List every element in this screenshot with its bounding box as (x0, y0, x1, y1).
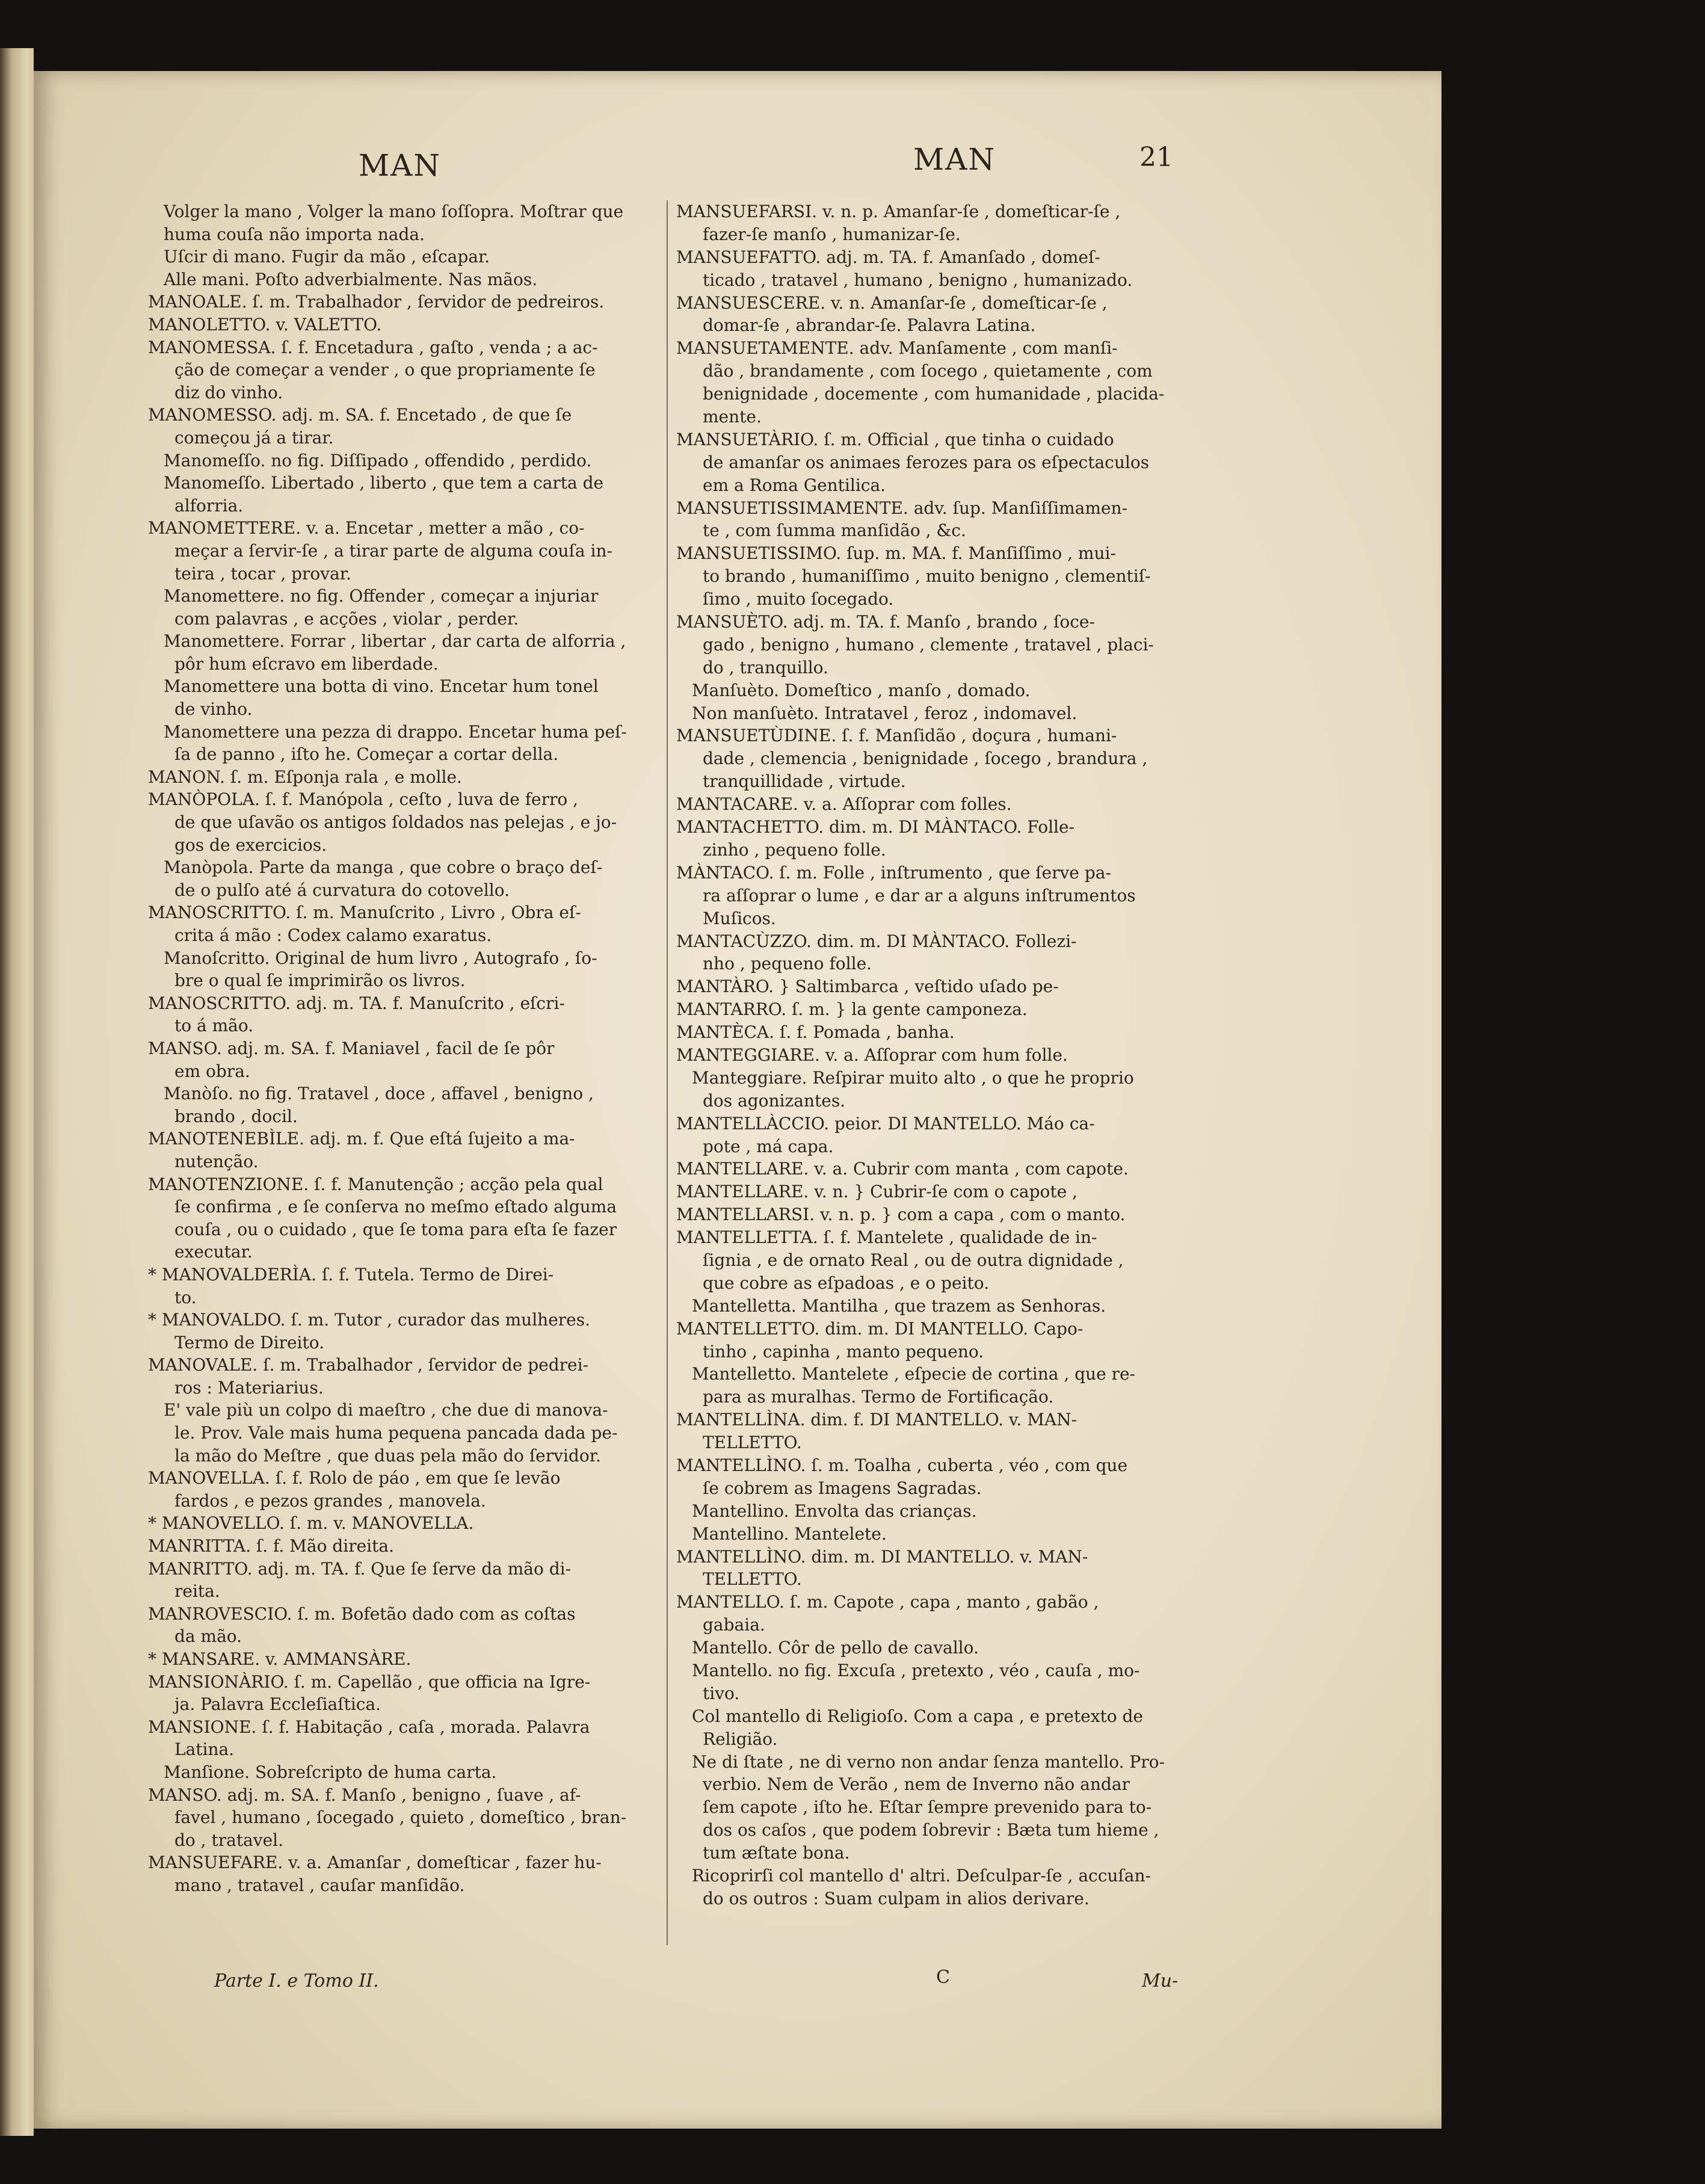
entry-line: do os outros : Suam culpam in alios derivare. (703, 1888, 1090, 1908)
entry-line: ra aſſoprar o lume , e dar ar a alguns inſtrumentos (703, 885, 1136, 905)
running-header (34, 142, 1441, 202)
entry-line: Manoſcritto. Original de hum livro , Autografo , ſo- (164, 948, 597, 968)
entry-line: MANSUEFARE. v. a. Amanſar , domeſticar , fazer hu- (148, 1852, 602, 1873)
entry-line: MANTACHETTO. dim. m. DI MÀNTACO. Folle- (676, 817, 1075, 838)
entry-line: Manomeſſo. Libertado , liberto , que tem a carta de (164, 473, 604, 493)
entry-line: dão , brandamente , com ſocego , quietamente , com (703, 361, 1153, 381)
entry-line: MANTEGGIARE. v. a. Aſſoprar com hum folle. (676, 1044, 1068, 1065)
entry-line: crita á mão : Codex calamo exaratus. (174, 925, 492, 945)
entry-line: MANRITTO. adj. m. TA. f. Que ſe ſerve da mão di- (148, 1558, 572, 1579)
entry-line: * MANOVALDO. ſ. m. Tutor , curador das mulheres. (148, 1310, 590, 1330)
entry-line: verbio. Nem de Verão , nem de Inverno não andar (703, 1774, 1130, 1795)
entry-line: Non manſuèto. Intratavel , feroz , indomavel. (692, 703, 1078, 723)
entry-line: zinho , pequeno folle. (703, 839, 886, 860)
entry-line: MANTELLETTA. ſ. f. Mantelete , qualidade de in- (676, 1227, 1097, 1248)
entry-line: to. (174, 1287, 197, 1307)
entry-line: tinho , capinha , manto pequeno. (703, 1341, 984, 1362)
entry-line: tum æſtate bona. (703, 1843, 850, 1863)
entry-line: le. Prov. Vale mais huma pequena pancada dada pe- (174, 1423, 618, 1443)
entry-line: MANSO. adj. m. SA. f. Manſo , benigno , ſuave , af- (148, 1785, 581, 1805)
entry-line: MANROVESCIO. ſ. m. Bofetão dado com as coſtas (148, 1603, 576, 1624)
entry-line: fardos , e pezos grandes , manovela. (174, 1490, 486, 1511)
entry-line: de vinho. (174, 699, 253, 720)
entry-line: de que uſavão os antigos ſoldados nas pelejas , e jo- (174, 812, 617, 833)
entry-line: Manomettere. Forrar , libertar , dar carta de alforria , (164, 631, 626, 652)
entry-line: dade , clemencia , benignidade , ſocego , brandura , (703, 748, 1148, 769)
entry-line: ção de começar a vender , o que propriamente ſe (174, 360, 596, 380)
entry-line: favel , humano , ſocegado , quieto , domeſtico , bran- (174, 1807, 627, 1828)
entry-line: MANRITTA. ſ. f. Mão direita. (148, 1536, 394, 1556)
entry-line: pote , má capa. (703, 1136, 834, 1156)
entry-line: MANOVALE. ſ. m. Trabalhador , ſervidor de pedrei- (148, 1355, 589, 1375)
previous-page-edge (0, 48, 34, 2136)
entry-line: TELLETTO. (703, 1433, 802, 1453)
entry-line: Manòſo. no fig. Tratavel , doce , affavel , benigno , (164, 1084, 594, 1104)
entry-line: MANSUÈTO. adj. m. TA. f. Manſo , brando , ſoce- (676, 612, 1095, 632)
entry-line: MANÒPOLA. ſ. f. Manópola , ceſto , luva de ferro , (148, 789, 579, 810)
entry-line: diz do vinho. (174, 382, 283, 403)
entry-line: MANOSCRITTO. adj. m. TA. f. Manuſcrito , eſcri- (148, 993, 565, 1013)
entry-line: MANTELLARE. v. n. } Cubrir-ſe com o capote , (676, 1182, 1078, 1202)
entry-line: da mão. (174, 1626, 242, 1647)
entry-line: ja. Palavra Eccleſiaſtica. (174, 1694, 381, 1715)
entry-line: MANTELLARE. v. a. Cubrir com manta , com capote. (676, 1159, 1129, 1179)
entry-line: Alle mani. Poſto adverbialmente. Nas mãos. (164, 269, 538, 289)
entry-line: MANSIONE. ſ. f. Habitação , caſa , morada. Palavra (148, 1717, 590, 1737)
entry-line: Ricoprirſi col mantello d' altri. Deſculpar-ſe , accuſan- (692, 1866, 1151, 1886)
entry-line: dos agonizantes. (703, 1090, 846, 1111)
entry-line: Latina. (174, 1739, 235, 1760)
entry-line: Termo de Direito. (174, 1332, 324, 1353)
entry-line: Religião. (703, 1729, 778, 1749)
column-rule (667, 200, 668, 1945)
signature-mark: C (936, 1967, 950, 1988)
entry-line: Manomettere. no fig. Offender , começar a injuriar (164, 586, 599, 606)
entry-line: TELLETTO. (703, 1569, 802, 1590)
entry-line: MANOMESSA. ſ. f. Encetadura , gaſto , venda ; a ac- (148, 337, 598, 357)
entry-line: MANTACÙZZO. dim. m. DI MÀNTACO. Follezi- (676, 931, 1077, 951)
entry-line: para as muralhas. Termo de Fortificação. (703, 1387, 1054, 1407)
entry-line: MANTELLÌNO. dim. m. DI MANTELLO. v. MAN- (676, 1546, 1088, 1567)
entry-line: * MANSARE. v. AMMANSÀRE. (148, 1649, 412, 1669)
entry-line: ros : Materiarius. (174, 1377, 324, 1398)
entry-line: MANOLETTO. v. VALETTO. (148, 314, 382, 335)
entry-line: do , tranquillo. (703, 657, 828, 677)
entry-line: com palavras , e acções , violar , perder. (174, 608, 519, 629)
entry-line: Manteggiare. Reſpirar muito alto , o que he proprio (692, 1067, 1134, 1088)
entry-line: MANOTENEBÌLE. adj. m. f. Que eſtá ſujeito a ma- (148, 1129, 575, 1149)
entry-line: MANTÀRO. } Saltimbarca , veſtido uſado pe- (676, 976, 1059, 997)
entry-line: MANTELLÌNO. ſ. m. Toalha , cuberta , véo , com que (676, 1455, 1128, 1475)
entry-line: do , tratavel. (174, 1830, 284, 1850)
entry-line: E' vale più un colpo di maeſtro , che due di manova- (164, 1400, 608, 1421)
entry-line: Mantelletta. Mantilha , que trazem as Senhoras. (692, 1295, 1106, 1316)
entry-line: Mantello. no fig. Excuſa , pretexto , véo , cauſa , mo- (692, 1661, 1140, 1680)
entry-line: Volger la mano , Volger la mano ſoſſopra. Moſtrar que (164, 202, 624, 221)
entry-line: reita. (174, 1581, 220, 1602)
entry-line: Uſcir di mano. Fugir da mão , eſcapar. (164, 247, 490, 267)
entry-line: ſem capote , iſto he. Eſtar ſempre prevenido para to- (703, 1797, 1152, 1818)
header-right-guide-word: MAN (913, 142, 996, 177)
catchword: Mu- (1142, 1970, 1179, 1991)
page-number: 21 (1139, 142, 1173, 173)
entry-line: nutenção. (174, 1151, 259, 1171)
entry-line: gabaia. (703, 1615, 765, 1635)
entry-line: fazer-ſe manſo , humanizar-ſe. (703, 224, 961, 244)
volume-note: Parte I. e Tomo II. (214, 1970, 379, 1991)
entry-line: MANTÈCA. ſ. f. Pomada , banha. (676, 1022, 955, 1043)
entry-line: MANSUETISSIMO. ſup. m. MA. f. Manſiſſimo , mui- (676, 543, 1116, 564)
entry-line: couſa , ou o cuidado , que ſe toma para eſta ſe fazer (174, 1219, 617, 1239)
entry-line: de amanſar os animaes ferozes para os eſpectaculos (703, 452, 1150, 472)
header-left-guide-word: MAN (359, 148, 442, 183)
entry-line: MANTELLO. ſ. m. Capote , capa , manto , gabão , (676, 1592, 1099, 1612)
entry-line: te , com ſumma manſidão , &c. (703, 520, 966, 541)
entry-line: bre o qual ſe imprimirão os livros. (174, 970, 466, 991)
entry-line: MANSUETISSIMAMENTE. adv. ſup. Manſiſſimamen- (676, 498, 1127, 518)
entry-line: * MANOVALDERÌA. ſ. f. Tutela. Termo de Direi- (148, 1264, 554, 1285)
entry-line: to á mão. (174, 1016, 254, 1036)
entry-line: MANSUETÀRIO. ſ. m. Official , que tinha o cuidado (676, 429, 1114, 449)
entry-line: MANTELLARSI. v. n. p. } com a capa , com o manto. (676, 1205, 1126, 1225)
entry-line: MANSUETÙDINE. ſ. f. Manſidão , doçura , humani- (676, 726, 1117, 746)
entry-line: nho , pequeno folle. (703, 954, 872, 974)
dictionary-page (34, 71, 1441, 2129)
entry-line: MANSUESCERE. v. n. Amanſar-ſe , domeſticar-ſe , (676, 292, 1108, 313)
entry-line: ſe cobrem as Imagens Sagradas. (703, 1478, 982, 1498)
entry-line: mente. (703, 407, 762, 427)
entry-line: MANSIONÀRIO. ſ. m. Capellão , que officia na Igre- (148, 1671, 591, 1692)
entry-line: ſimo , muito ſocegado. (703, 589, 894, 609)
entry-line: Manſione. Sobreſcripto de huma carta. (164, 1762, 497, 1782)
entry-line: Manomettere una pezza di drappo. Encetar huma peſ- (164, 721, 627, 742)
entry-line: * MANOVELLO. ſ. m. v. MANOVELLA. (148, 1513, 474, 1534)
entry-line: benignidade , docemente , com humanidade , placida- (703, 384, 1165, 404)
entry-line: MANTELLETTO. dim. m. DI MANTELLO. Capo- (676, 1318, 1084, 1339)
entry-line: MANTELLÌNA. dim. f. DI MANTELLO. v. MAN- (676, 1410, 1078, 1430)
entry-line: Manomettere una botta di vino. Encetar hum tonel (164, 676, 599, 697)
entry-line: Manòpola. Parte da manga , que cobre o braço deſ- (164, 857, 603, 878)
entry-line: Mantellino. Mantelete. (692, 1523, 887, 1544)
entry-line: MANSUEFATTO. adj. m. TA. f. Amanſado , domeſ- (676, 247, 1100, 267)
entry-line: Mantelletto. Mantelete , eſpecie de cortina , que re- (692, 1364, 1135, 1384)
entry-line: MANOMESSO. adj. m. SA. f. Encetado , de que ſe (148, 405, 572, 425)
entry-line: MANON. ſ. m. Eſponja rala , e molle. (148, 767, 462, 787)
entry-line: MANOMETTERE. v. a. Encetar , metter a mão , co- (148, 518, 585, 538)
entry-line: ſe confirma , e ſe conſerva no meſmo eſtado alguma (174, 1197, 617, 1217)
entry-line: Manomeſſo. no fig. Diſſipado , offendido , perdido. (164, 450, 592, 470)
entry-line: meçar a ſervir-ſe , a tirar parte de alguma couſa in- (174, 540, 612, 561)
entry-line: brando , docil. (174, 1106, 298, 1126)
entry-line: executar. (174, 1242, 253, 1262)
entry-line: ſa de panno , iſto he. Começar a cortar della. (174, 744, 559, 765)
entry-line: tivo. (703, 1683, 740, 1703)
entry-line: Manſuèto. Domeſtico , manſo , domado. (692, 680, 1031, 700)
entry-line: em a Roma Gentilica. (703, 475, 886, 495)
entry-line: tranquillidade , virtude. (703, 771, 906, 792)
entry-line: MANTACARE. v. a. Aſſoprar com folles. (676, 794, 1012, 815)
entry-line: MANOSCRITTO. ſ. m. Manuſcrito , Livro , Obra eſ- (148, 902, 581, 923)
entry-line: que cobre as eſpadoas , e o peito. (703, 1272, 989, 1293)
entry-line: gado , benigno , humano , clemente , tratavel , placi- (703, 634, 1154, 655)
entry-line: ticado , tratavel , humano , benigno , humanizado. (703, 270, 1133, 290)
entry-line: de o pulſo até á curvatura do cotovello. (174, 880, 510, 900)
left-column (148, 200, 659, 1897)
entry-line: huma couſa não importa nada. (164, 224, 425, 244)
entry-line: teira , tocar , provar. (174, 563, 352, 584)
entry-line: MANOTENZIONE. ſ. f. Manutenção ; acção pela qual (148, 1174, 603, 1194)
entry-line: começou já a tirar. (174, 427, 334, 448)
entry-line: Ne di ſtate , ne di verno non andar ſenza mantello. Pro- (692, 1751, 1165, 1772)
entry-line: la mão do Meſtre , que duas pela mão do ſervidor. (174, 1445, 601, 1466)
entry-line: gos de exercicios. (174, 834, 327, 855)
entry-line: Col mantello di Religioſo. Com a capa , e pretexto de (692, 1706, 1143, 1726)
right-column (676, 200, 1188, 1910)
entry-line: pôr hum eſcravo em liberdade. (174, 653, 439, 674)
entry-line: to brando , humaniſſimo , muito benigno , clementiſ- (703, 566, 1151, 587)
entry-line: alforria. (174, 495, 244, 516)
entry-line: dos os caſos , que podem ſobrevir : Bæta tum hieme , (703, 1820, 1159, 1840)
entry-line: mano , tratavel , cauſar manſidão. (174, 1875, 465, 1895)
entry-line: Mantello. Côr de pello de cavallo. (692, 1638, 979, 1658)
entry-line: MANTELLÀCCIO. peior. DI MANTELLO. Máo ca- (676, 1113, 1095, 1134)
entry-line: MÀNTACO. ſ. m. Folle , inſtrumento , que ſerve pa- (676, 862, 1111, 883)
entry-line: MANSO. adj. m. SA. f. Maniavel , facil de ſe pôr (148, 1038, 555, 1058)
entry-line: domar-ſe , abrandar-ſe. Palavra Latina. (703, 315, 1036, 336)
entry-line: Mantellino. Envolta das crianças. (692, 1501, 977, 1521)
entry-line: em obra. (174, 1061, 250, 1081)
entry-line: Muſicos. (703, 908, 776, 928)
entry-line: MANOALE. ſ. m. Trabalhador , ſervidor de pedreiros. (148, 292, 605, 312)
entry-line: ſignia , e de ornato Real , ou de outra dignidade , (703, 1250, 1124, 1270)
entry-line: MANSUEFARSI. v. n. p. Amanſar-ſe , domeſticar-ſe , (676, 202, 1121, 221)
entry-line: MANOVELLA. ſ. f. Rolo de páo , em que ſe levão (148, 1468, 561, 1488)
entry-line: MANSUETAMENTE. adv. Manſamente , com manſi- (676, 338, 1118, 359)
entry-line: MANTARRO. ſ. m. } la gente camponeza. (676, 999, 1028, 1020)
